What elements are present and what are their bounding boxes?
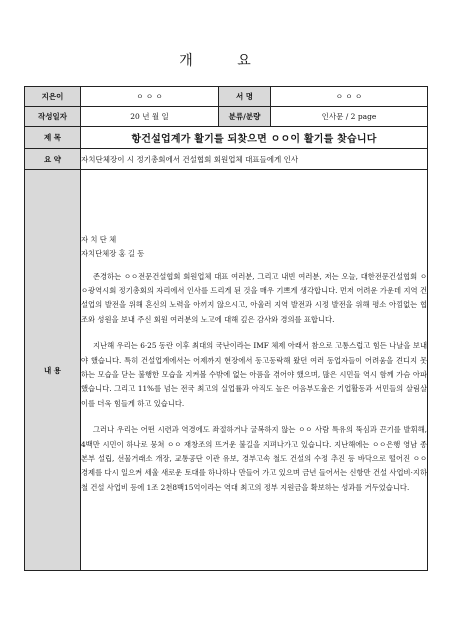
summary-row [25,149,428,170]
category-value: 인사문 / 2 page [271,107,428,127]
page-title: 개 요 [179,53,271,69]
subject-value: 항건설업계가 활기를 되찾으면 ㅇㅇ이 활기를 찾습니다 [81,127,428,149]
content-label: 내 용 [25,170,81,571]
date-label: 작성일자 [25,107,81,127]
content-row [25,170,428,571]
book-title-label: 서 명 [219,87,271,107]
book-title-value: ㅇ ㅇ ㅇ [271,87,428,107]
subject-label: 제 목 [25,127,81,149]
author-label: 지은이 [25,87,81,107]
paragraph-3: 그러나 우리는 어떤 시련과 역경에도 좌절하거나 굴복하지 않는 ㅇㅇ 사람 특유의 뚝심과 끈기를 발휘해, 4백만 시민이 하나로 뭉쳐 ㅇㅇ 재창조의 뜨거운 불길을 지펴나가고 있습니다. 지난해에는 ㅇㅇ은행 영남 종본부 설립, 선물거래소 개장, 교통공단 이관 유보, 경부고속 철도 건설의 수정 추진 등 바닥으로 떨어진 ㅇㅇ 경제를 다시 일으켜 세울 새로운 토대를 하나하나 만들어 가고 있으며 금년 들어서는 신항만 건설 사업비·지하철 건설 사업비 등에 1조 2천8백15억이라는 역대 최고의 정부 지원금을 확보하는 성과를 거두었습니다. [81,425,427,492]
summary-label: 요 약 [25,149,81,170]
summary-value: 자치단체장이 시 정기총회에서 건설협회 회원업체 대표들에게 인사 [81,149,428,170]
date-row [25,107,428,127]
category-label: 분류/분량 [219,107,271,127]
author-value: ㅇ ㅇ ㅇ [81,87,219,107]
author-row [25,87,428,107]
date-value: 20 년 월 일 [81,107,219,127]
paragraph-2: 지난해 우리는 6·25 동란 이후 최대의 국난이라는 IMF 체제 아래서 참으로 고통스럽고 힘든 나날을 보내야 했습니다. 특히 건설업계에서는 어제까지 현장에서 동고동락해 왔던 여러 동업자들이 어려움을 견디지 못하는 모습을 닫는 불행한 모습을 지켜볼 수밖에 없는 아픔을 겪어야 했으며, 많은 시민들 역시 함께 가슴 아파했습니다. 그리고 11%를 넘는 전국 최고의 실업률과 아직도 높은 어음부도율은 기업활동과 서민들의 살림살이를 더욱 힘들게 하고 있습니다. [81,341,427,408]
paragraph-1: 존경하는 ㅇㅇ전문건설협회 회원업체 대표 여러분, 그리고 내빈 여러분, 저는 오늘, 대한전문건설협회 ㅇㅇ광역시회 정기총회의 자리에서 인사를 드리게 된 것을 매우 기쁘게 생각합니다. 먼저 어려운 가운데 지역 건설업의 발전을 위해 혼신의 노력을 아끼지 않으시고, 아울러 지역 발전과 시정 발전을 위해 평소 아낌없는 협조와 성원을 보내 주신 회원 여러분의 노고에 대해 깊은 감사와 경의를 표합니다. [81,271,427,324]
sign-line-org: 자 치 단 체 [81,234,117,244]
summary-form [24,86,428,571]
sign-line-name: 자치단체장 홍 길 동 [81,249,145,259]
subject-row [25,127,428,149]
content-body [81,170,428,571]
